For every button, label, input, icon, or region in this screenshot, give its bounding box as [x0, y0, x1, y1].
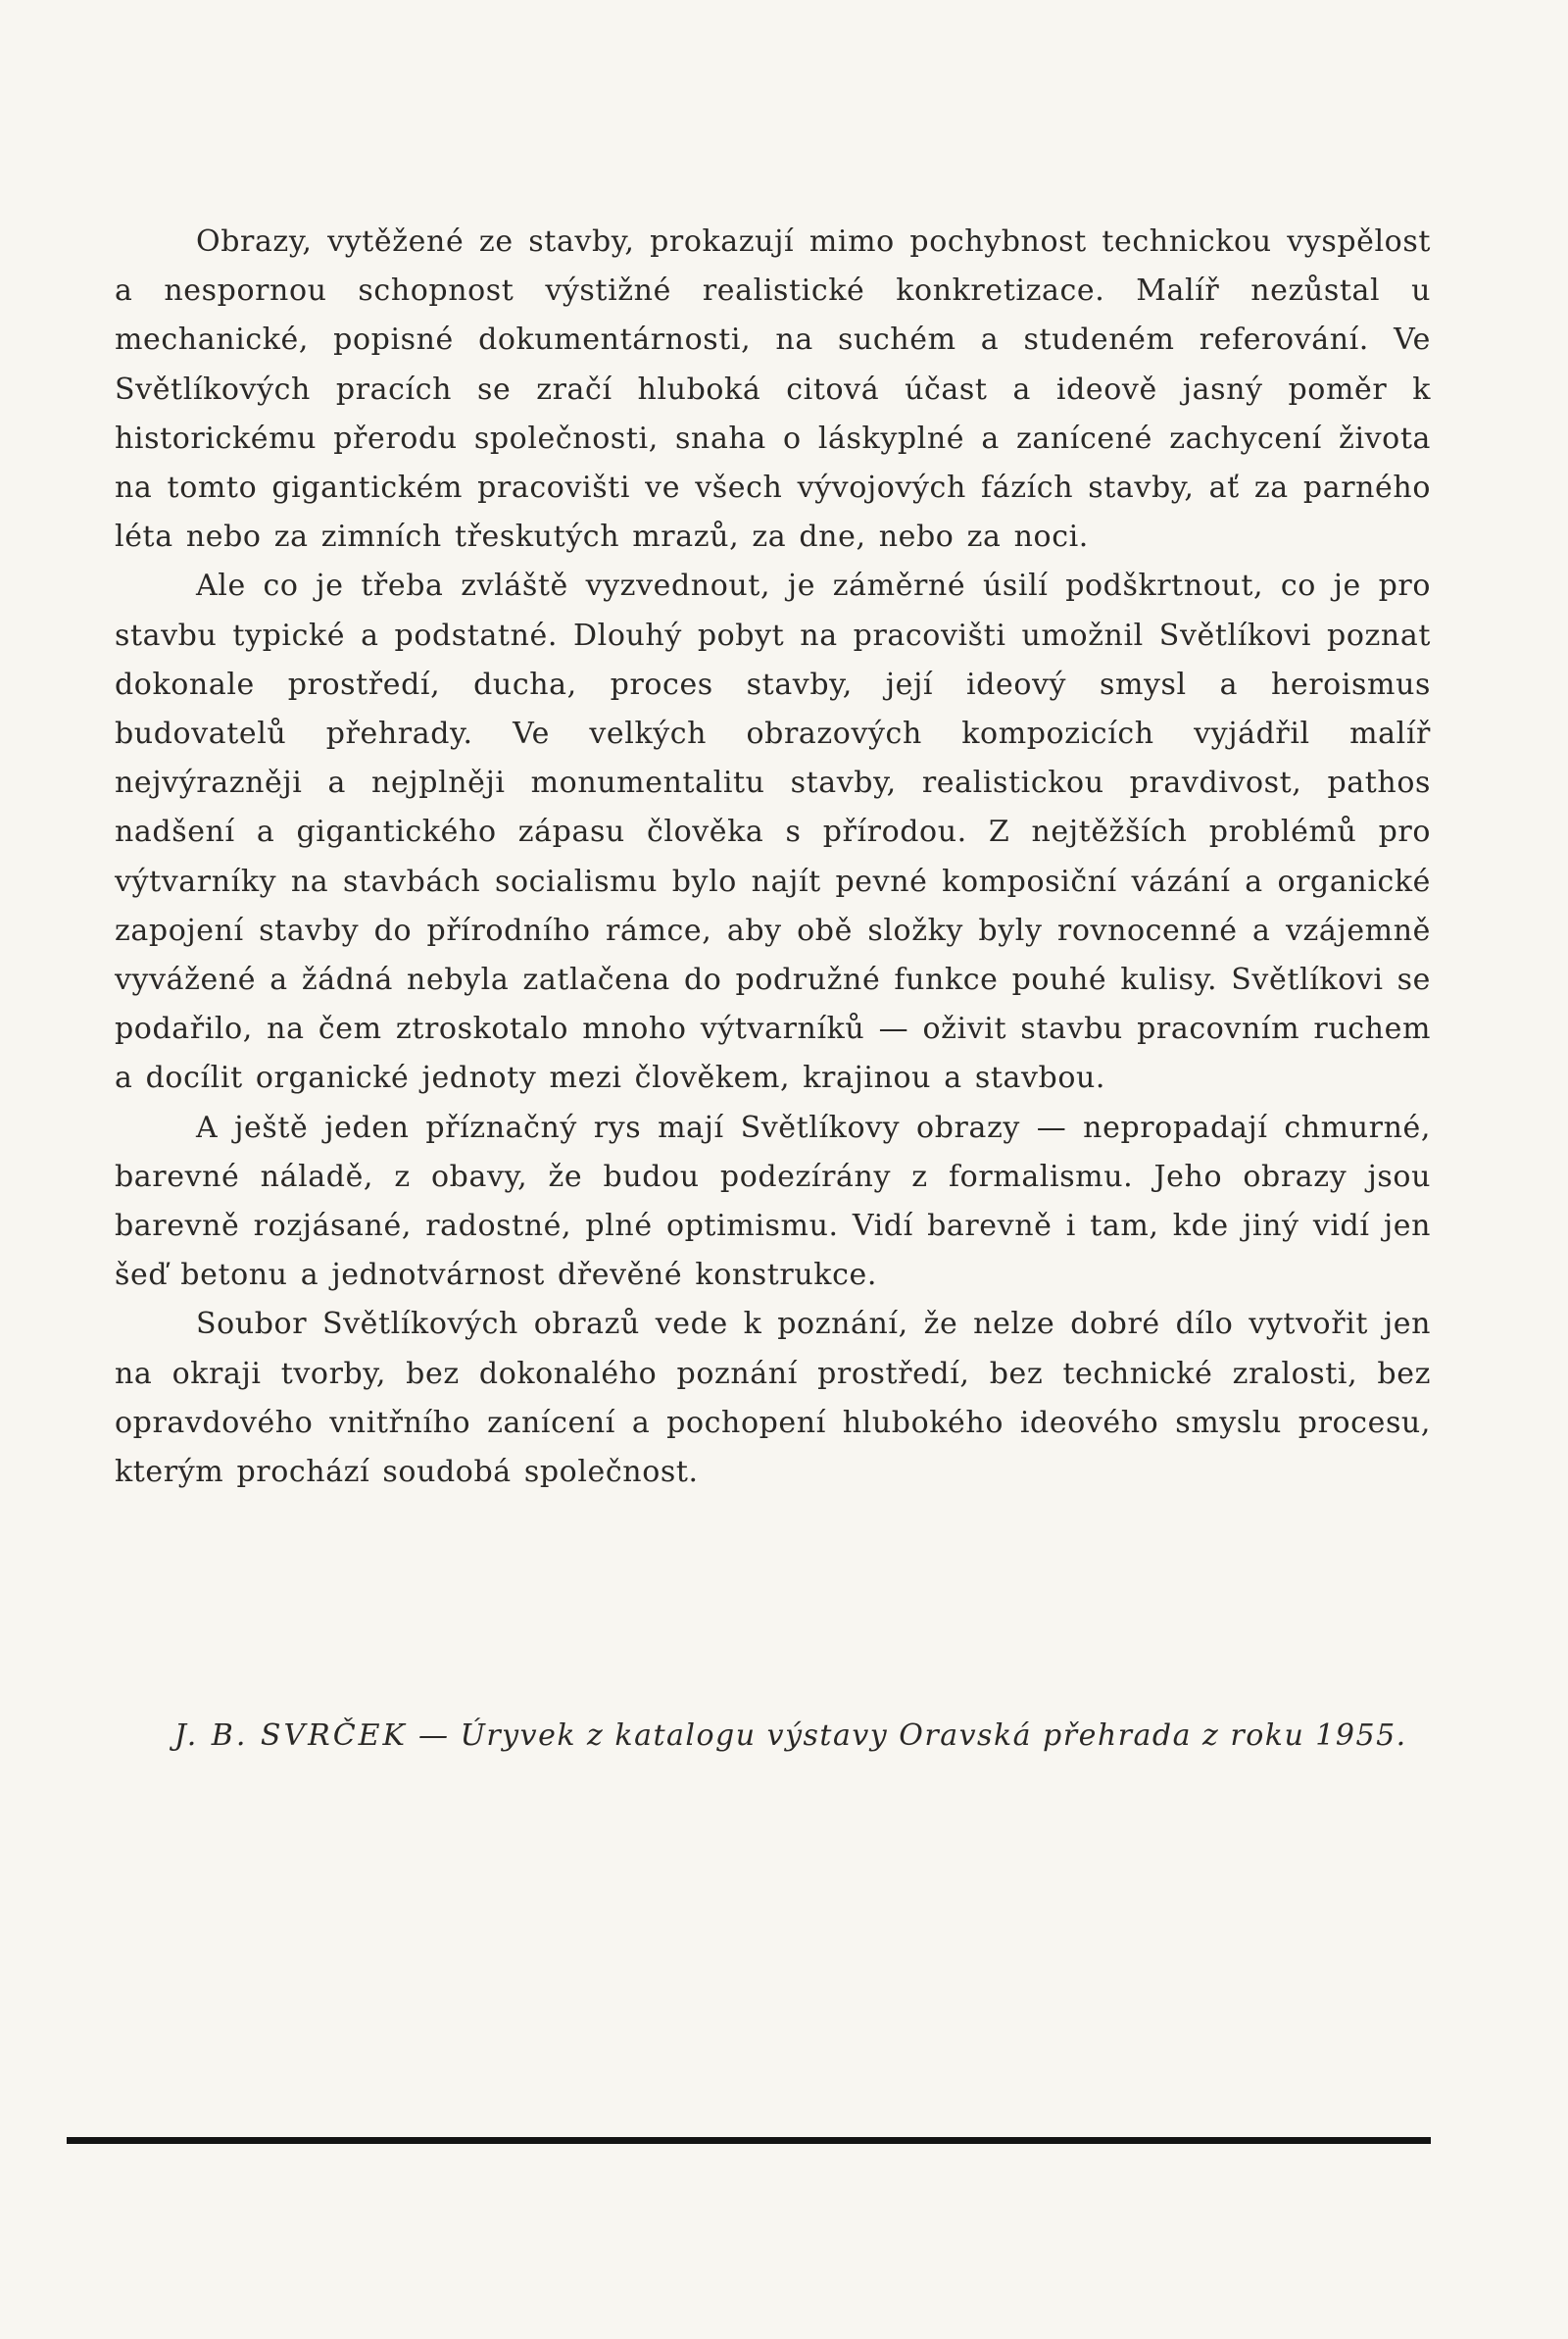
citation-dash: — [418, 1718, 450, 1753]
citation-author: J. B. SVRČEK [174, 1718, 408, 1753]
paragraph-3: A ještě jeden příznačný rys mají Světlíkovy obrazy — nepropadají chmurné, barevné náladě, z obavy, že budou podezírány z formalismu. Jeho obrazy jsou barevně rozjásané, radostné, plné optimismu. Vidí barevně i tam, kde jiný vidí jen šeď betonu a jednotvárnost dřevěné konstrukce. [115, 1110, 1431, 1293]
citation-source: Úryvek z katalogu výstavy Oravská přehrada z roku 1955. [460, 1718, 1407, 1753]
paragraph-4: Soubor Světlíkových obrazů vede k poznání, že nelze dobré dílo vytvořit jen na okraji tvorby, bez dokonalého poznání prostředí, bez technické zralosti, bez opravdového vnitřního zanícení a pochopení hlubokého ideového smyslu procesu, kterým prochází soudobá společnost. [115, 1307, 1431, 1490]
essay-text [115, 218, 1431, 1497]
paragraph-1: Obrazy, vytěžené ze stavby, prokazují mimo pochybnost technickou vyspělost a nespornou schopnost výstižné realistické konkretizace. Malíř nezůstal u mechanické, popisné dokumentárnosti, na suchém a studeném referování. Ve Světlíkových pracích se zračí hluboká citová účast a ideově jasný poměr k historickému přerodu společnosti, snaha o láskyplné a zanícené zachycení života na tomto gigantickém pracovišti ve všech vývojových fázích stavby, ať za parného léta nebo za zimních třeskutých mrazů, za dne, nebo za noci. [115, 224, 1431, 555]
citation [174, 1718, 1407, 1753]
bottom-rule [67, 2137, 1431, 2144]
paragraph-2: Ale co je třeba zvláště vyzvednout, je záměrné úsilí podškrtnout, co je pro stavbu typické a podstatné. Dlouhý pobyt na pracovišti umožnil Světlíkovi poznat dokonale prostředí, ducha, proces stavby, její ideový smysl a heroismus budovatelů přehrady. Ve velkých obrazových kompozicích vyjádřil malíř nejvýrazněji a nejplněji monumentalitu stavby, realistickou pravdivost, pathos nadšení a gigantického zápasu člověka s přírodou. Z nejtěžších problémů pro výtvarníky na stavbách socialismu bylo najít pevné komposiční vázání a organické zapojení stavby do přírodního rámce, aby obě složky byly rovnocenné a vzájemně vyvážené a žádná nebyla zatlačena do podružné funkce pouhé kulisy. Světlíkovi se podařilo, na čem ztroskotalo mnoho výtvarníků — oživit stavbu pracovním ruchem a docílit organické jednoty mezi člověkem, krajinou a stavbou. [115, 569, 1431, 1096]
